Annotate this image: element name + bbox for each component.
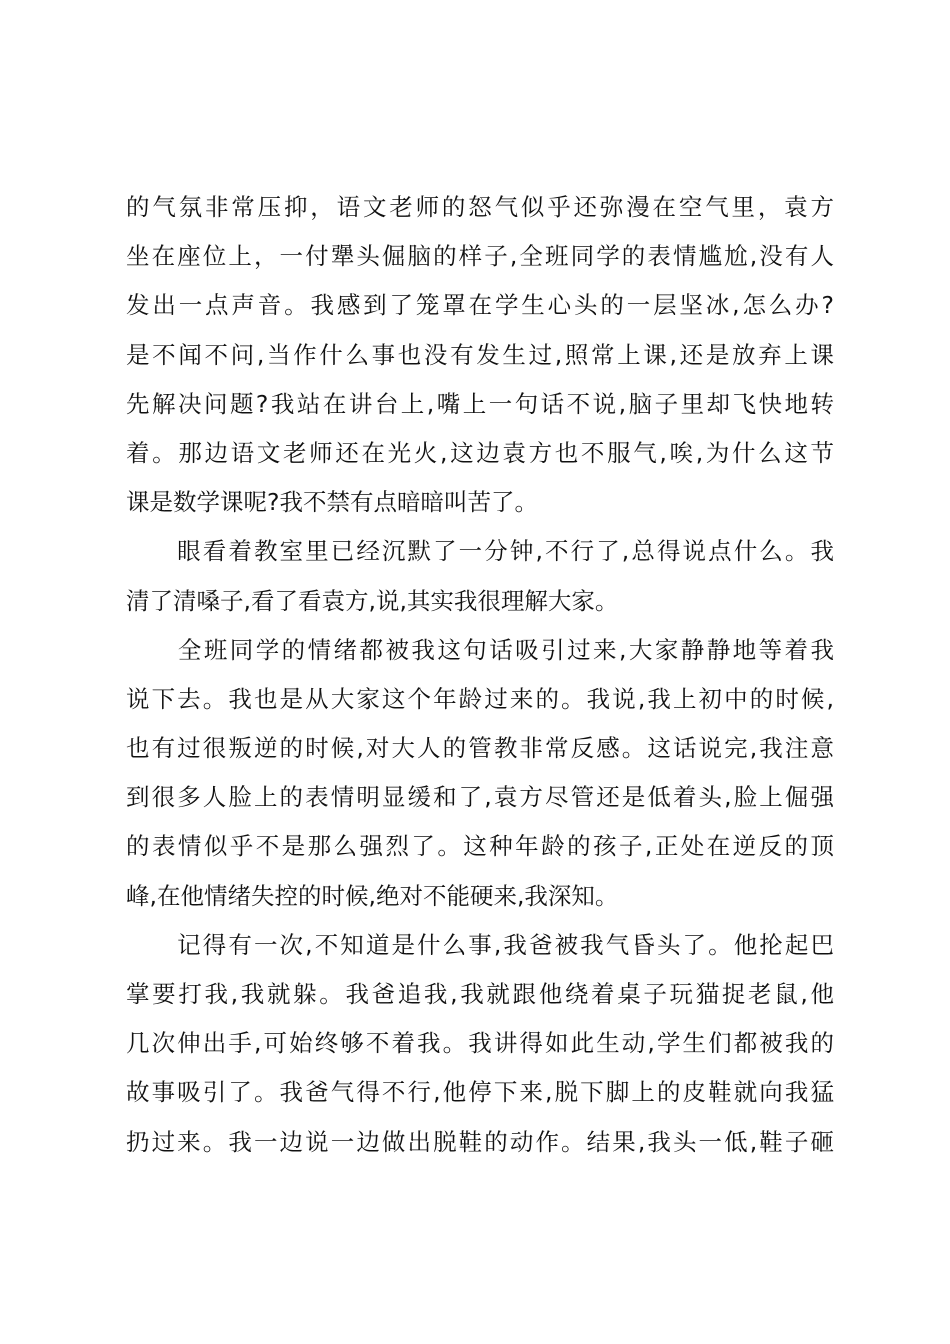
text-line: 着。那边语文老师还在光火,这边袁方也不服气,唉,为什么这节	[126, 438, 834, 467]
text-line: 峰,在他情绪失控的时候,绝对不能硬来,我深知。	[126, 881, 619, 910]
paragraph-2	[126, 527, 834, 625]
text-line: 说下去。我也是从大家这个年龄过来的。我说,我上初中的时候,	[126, 684, 834, 713]
text-line: 掌要打我,我就躲。我爸追我,我就跟他绕着桌子玩猫捉老鼠,他	[126, 980, 834, 1008]
text-line: 眼看着教室里已经沉默了一分钟,不行了,总得说点什么。我	[126, 537, 834, 566]
text-line: 几次伸出手,可始终够不着我。我讲得如此生动,学生们都被我的	[126, 1029, 834, 1058]
text-line: 故事吸引了。我爸气得不行,他停下来,脱下脚上的皮鞋就向我猛	[126, 1078, 834, 1107]
text-line: 先解决问题?我站在讲台上,嘴上一句话不说,脑子里却飞快地转	[126, 389, 834, 418]
paragraph-1	[126, 183, 834, 527]
text-line: 扔过来。我一边说一边做出脱鞋的动作。结果,我头一低,鞋子砸	[126, 1127, 834, 1156]
paragraph-4	[126, 921, 834, 1167]
text-line: 清了清嗓子,看了看袁方,说,其实我很理解大家。	[126, 586, 619, 615]
text-line: 的气氛非常压抑，语文老师的怒气似乎还弥漫在空气里，袁方	[126, 193, 834, 221]
text-line: 发出一点声音。我感到了笼罩在学生心头的一层坚冰,怎么办?	[126, 291, 834, 320]
text-line: 的表情似乎不是那么强烈了。这种年龄的孩子,正处在逆反的顶	[126, 832, 834, 861]
paragraph-3	[126, 626, 834, 921]
text-line: 到很多人脸上的表情明显缓和了,袁方尽管还是低着头,脸上倔强	[126, 783, 834, 812]
text-line: 坐在座位上，一付犟头倔脑的样子,全班同学的表情尴尬,没有人	[126, 242, 834, 271]
text-line: 也有过很叛逆的时候,对大人的管教非常反感。这话说完,我注意	[126, 734, 834, 763]
text-line: 是不闻不问,当作什么事也没有发生过,照常上课,还是放弃上课	[126, 340, 834, 369]
text-line: 全班同学的情绪都被我这句话吸引过来,大家静静地等着我	[126, 635, 834, 664]
text-line: 课是数学课呢?我不禁有点暗暗叫苦了。	[126, 488, 538, 517]
document-body	[126, 183, 834, 1167]
text-line: 记得有一次,不知道是什么事,我爸被我气昏头了。他抡起巴	[126, 930, 834, 959]
